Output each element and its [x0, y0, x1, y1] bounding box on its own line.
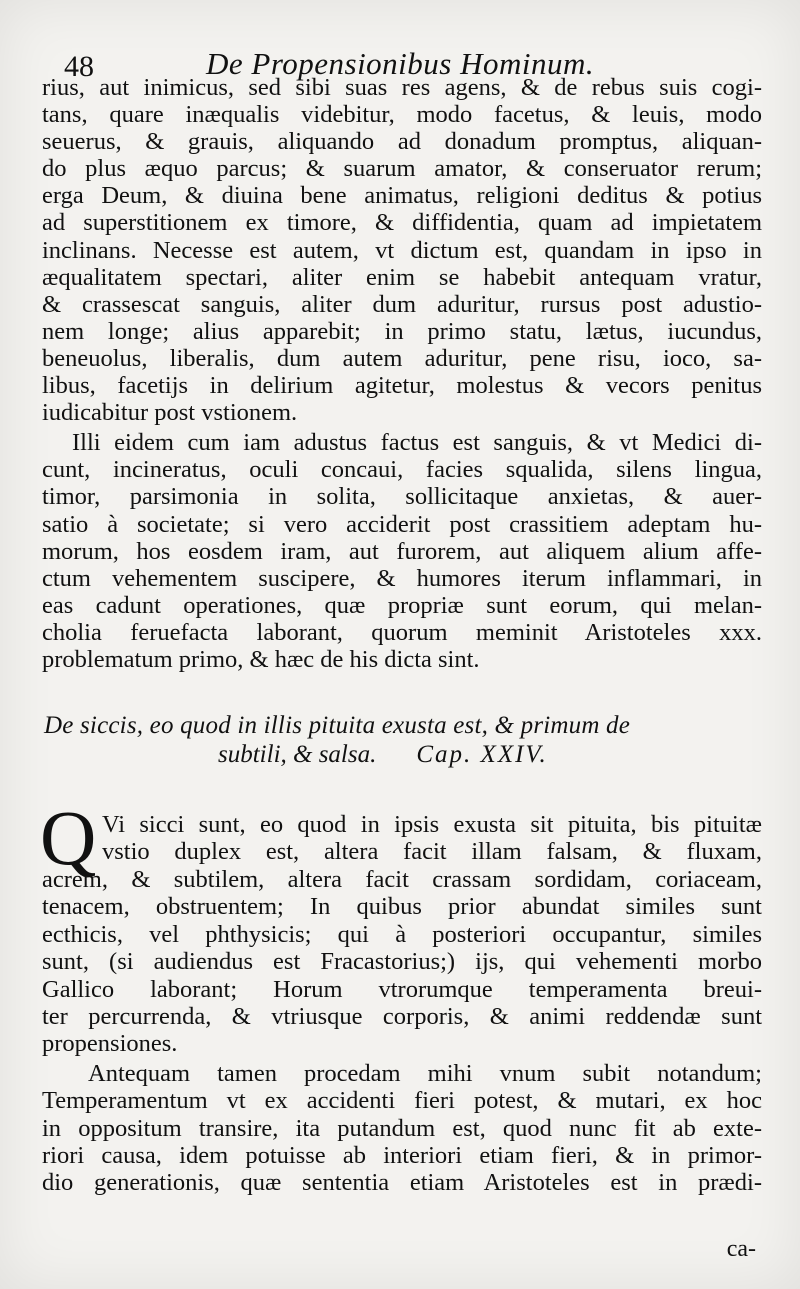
text-line: propensiones.: [42, 1030, 178, 1058]
paragraph-1: [42, 74, 762, 426]
text-line: tans, quare inæqualis videbitur, modo facetus, & leuis, modo: [42, 101, 762, 129]
text-line: satio à societate; si vero acciderit post crassitiem adeptam hu-: [42, 510, 762, 538]
text-line: sunt, (si audiendus est Fracastorius;) ijs, qui vehementi morbo: [42, 948, 762, 976]
page-body: [42, 74, 762, 1197]
text-line: Antequam tamen procedam mihi vnum subit notandum;: [88, 1059, 762, 1087]
text-line: iudicabitur post vstionem.: [42, 399, 298, 427]
text-line: problematum primo, & hæc de his dicta sint.: [42, 645, 480, 673]
text-line: ctum vehementem suscipere, & humores iterum inflammari, in: [42, 564, 762, 592]
chapter-heading: [42, 711, 762, 769]
text-line: tenacem, obstruentem; In quibus prior abundat similes sunt: [42, 893, 762, 921]
text-line: erga Deum, & diuina bene animatus, religioni deditus & potius: [42, 182, 762, 210]
catchword: ca-: [726, 1236, 756, 1262]
drop-cap: Q: [40, 794, 97, 882]
text-line: timor, parsimonia in solita, sollicitaque anxietas, & auer-: [42, 483, 762, 511]
running-title: De Propensionibus Hominum.: [206, 46, 595, 81]
page-number: 48: [64, 50, 94, 83]
text-line: Temperamentum vt ex accidenti fieri potest, & mutari, ex hoc: [42, 1087, 762, 1115]
text-line: Vi sicci sunt, eo quod in ipsis exusta sit pituita, bis pituitæ: [102, 811, 762, 839]
text-line: cholia feruefacta laborant, quorum meminit Aristoteles xxx.: [42, 618, 762, 646]
chapter-heading-line-1: De siccis, eo quod in illis pituita exusta est, & primum de: [44, 712, 631, 740]
text-line: æqualitatem spectari, aliter enim se habebit antequam vratur,: [42, 263, 762, 291]
text-line: vstio duplex est, altera facit illam falsam, & fluxam,: [102, 838, 762, 866]
text-line: in oppositum transire, ita putandum est, quod nunc fit ab exte-: [42, 1114, 762, 1142]
text-line: dio generationis, quæ sententia etiam Aristoteles est in prædi-: [42, 1169, 762, 1197]
chapter-heading-line-2: [42, 740, 762, 769]
text-line: morum, hos eosdem iram, aut furorem, aut aliquem alium affe-: [42, 537, 762, 565]
text-line: acrem, & subtilem, altera facit crassam sordidam, coriaceam,: [42, 865, 762, 893]
text-line: ter percurrenda, & vtriusque corporis, & animi reddendæ sunt: [42, 1002, 762, 1030]
text-line: riori causa, idem potuisse ab interiori etiam fieri, & in primor-: [42, 1141, 762, 1169]
text-line: beneuolus, liberalis, dum autem aduritur, pene risu, ioco, sa-: [42, 344, 762, 372]
section-paragraph: [40, 794, 762, 1058]
text-line: inclinans. Necesse est autem, vt dictum est, quandam in ipso in: [42, 236, 762, 264]
paragraph-2: [42, 429, 762, 673]
text-line: Illi eidem cum iam adustus factus est sanguis, & vt Medici di-: [72, 429, 762, 457]
text-line: seuerus, & grauis, aliquando ad donadum promptus, aliquan-: [42, 128, 762, 156]
chapter-heading-subtitle: subtili, & salsa.: [218, 741, 377, 769]
text-line: do plus æquo parcus; & suarum amator, & conseruator rerum;: [42, 155, 762, 183]
paragraph-4: [42, 1060, 762, 1197]
text-line: & crassescat sanguis, aliter dum aduritur, rursus post adustio-: [42, 290, 762, 318]
text-line: cunt, incineratus, oculi concaui, facies squalida, silens lingua,: [42, 456, 762, 484]
text-line: ad superstitionem ex timore, & diffidentia, quam ad impietatem: [42, 209, 762, 237]
text-line: rius, aut inimicus, sed sibi suas res agens, & de rebus suis cogi-: [42, 74, 762, 101]
text-line: eas cadunt operationes, quæ propriæ sunt eorum, qui melan-: [42, 591, 762, 619]
text-line: ecthicis, vel phthysicis; qui à posteriori occupantur, similes: [42, 920, 762, 948]
chapter-number: Cap. XXIV.: [416, 741, 548, 769]
text-line: Gallico laborant; Horum vtrorumque temperamenta breui-: [42, 975, 762, 1003]
text-line: libus, facetijs in delirium agitetur, molestus & vecors penitus: [42, 372, 762, 400]
text-line: nem longe; alius apparebit; in primo statu, lætus, iucundus,: [42, 317, 762, 345]
